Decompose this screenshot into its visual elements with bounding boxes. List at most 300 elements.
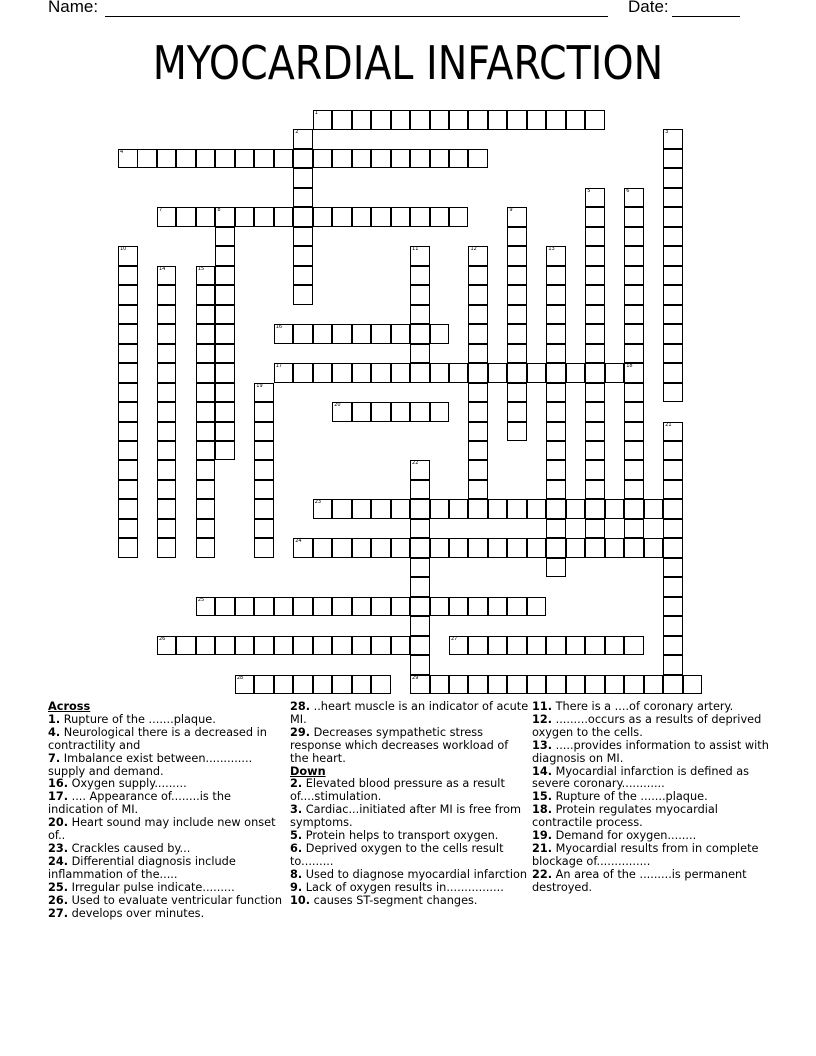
grid-cell[interactable] bbox=[468, 597, 488, 617]
grid-cell[interactable] bbox=[196, 266, 216, 286]
grid-cell[interactable] bbox=[352, 675, 372, 695]
grid-cell[interactable] bbox=[118, 460, 138, 480]
grid-cell[interactable] bbox=[332, 499, 352, 519]
grid-cell[interactable] bbox=[468, 675, 488, 695]
grid-cell[interactable] bbox=[410, 519, 430, 539]
grid-cell[interactable] bbox=[410, 110, 430, 130]
grid-cell[interactable] bbox=[605, 636, 625, 656]
grid-cell[interactable] bbox=[274, 597, 294, 617]
grid-cell[interactable] bbox=[488, 499, 508, 519]
grid-cell[interactable] bbox=[605, 538, 625, 558]
grid-cell[interactable] bbox=[196, 422, 216, 442]
grid-cell[interactable] bbox=[430, 110, 450, 130]
grid-cell[interactable] bbox=[546, 402, 566, 422]
grid-cell[interactable] bbox=[507, 636, 527, 656]
grid-cell[interactable] bbox=[507, 305, 527, 325]
grid-cell[interactable] bbox=[663, 441, 683, 461]
grid-cell[interactable] bbox=[546, 499, 566, 519]
grid-cell[interactable] bbox=[507, 422, 527, 442]
grid-cell[interactable] bbox=[410, 558, 430, 578]
grid-cell[interactable] bbox=[352, 636, 372, 656]
grid-cell[interactable] bbox=[274, 675, 294, 695]
grid-cell[interactable] bbox=[332, 363, 352, 383]
grid-cell[interactable] bbox=[332, 110, 352, 130]
grid-cell[interactable] bbox=[624, 227, 644, 247]
grid-cell[interactable] bbox=[585, 675, 605, 695]
grid-cell[interactable] bbox=[313, 597, 333, 617]
grid-cell[interactable] bbox=[527, 110, 547, 130]
grid-cell[interactable] bbox=[293, 266, 313, 286]
grid-cell[interactable] bbox=[507, 246, 527, 266]
grid-cell[interactable] bbox=[468, 149, 488, 169]
grid-cell[interactable] bbox=[585, 285, 605, 305]
grid-cell[interactable] bbox=[527, 675, 547, 695]
grid-cell[interactable] bbox=[663, 129, 683, 149]
grid-cell[interactable] bbox=[566, 675, 586, 695]
grid-cell[interactable] bbox=[468, 363, 488, 383]
grid-cell[interactable] bbox=[663, 305, 683, 325]
grid-cell[interactable] bbox=[507, 402, 527, 422]
grid-cell[interactable] bbox=[157, 285, 177, 305]
grid-cell[interactable] bbox=[391, 110, 411, 130]
grid-cell[interactable] bbox=[274, 207, 294, 227]
grid-cell[interactable] bbox=[196, 538, 216, 558]
grid-cell[interactable] bbox=[410, 577, 430, 597]
grid-cell[interactable] bbox=[605, 363, 625, 383]
grid-cell[interactable] bbox=[624, 480, 644, 500]
grid-cell[interactable] bbox=[176, 207, 196, 227]
grid-cell[interactable] bbox=[663, 577, 683, 597]
grid-cell[interactable] bbox=[118, 246, 138, 266]
grid-cell[interactable] bbox=[546, 344, 566, 364]
grid-cell[interactable] bbox=[410, 499, 430, 519]
grid-cell[interactable] bbox=[566, 363, 586, 383]
grid-cell[interactable] bbox=[196, 149, 216, 169]
grid-cell[interactable] bbox=[410, 363, 430, 383]
grid-cell[interactable] bbox=[313, 538, 333, 558]
grid-cell[interactable] bbox=[352, 207, 372, 227]
grid-cell[interactable] bbox=[157, 266, 177, 286]
grid-cell[interactable] bbox=[624, 324, 644, 344]
grid-cell[interactable] bbox=[196, 597, 216, 617]
grid-cell[interactable] bbox=[624, 344, 644, 364]
grid-cell[interactable] bbox=[157, 480, 177, 500]
grid-cell[interactable] bbox=[118, 538, 138, 558]
grid-cell[interactable] bbox=[585, 344, 605, 364]
grid-cell[interactable] bbox=[566, 538, 586, 558]
grid-cell[interactable] bbox=[293, 538, 313, 558]
grid-cell[interactable] bbox=[371, 207, 391, 227]
grid-cell[interactable] bbox=[488, 636, 508, 656]
grid-cell[interactable] bbox=[585, 636, 605, 656]
grid-cell[interactable] bbox=[313, 207, 333, 227]
grid-cell[interactable] bbox=[410, 266, 430, 286]
grid-cell[interactable] bbox=[507, 285, 527, 305]
grid-cell[interactable] bbox=[468, 480, 488, 500]
grid-cell[interactable] bbox=[507, 538, 527, 558]
grid-cell[interactable] bbox=[546, 675, 566, 695]
grid-cell[interactable] bbox=[332, 597, 352, 617]
grid-cell[interactable] bbox=[313, 636, 333, 656]
grid-cell[interactable] bbox=[683, 675, 703, 695]
grid-cell[interactable] bbox=[663, 149, 683, 169]
grid-cell[interactable] bbox=[293, 207, 313, 227]
grid-cell[interactable] bbox=[157, 402, 177, 422]
grid-cell[interactable] bbox=[468, 324, 488, 344]
grid-cell[interactable] bbox=[585, 246, 605, 266]
grid-cell[interactable] bbox=[624, 422, 644, 442]
grid-cell[interactable] bbox=[546, 441, 566, 461]
grid-cell[interactable] bbox=[468, 383, 488, 403]
grid-cell[interactable] bbox=[663, 324, 683, 344]
grid-cell[interactable] bbox=[468, 422, 488, 442]
grid-cell[interactable] bbox=[663, 422, 683, 442]
grid-cell[interactable] bbox=[313, 110, 333, 130]
grid-cell[interactable] bbox=[449, 363, 469, 383]
grid-cell[interactable] bbox=[293, 597, 313, 617]
grid-cell[interactable] bbox=[215, 441, 235, 461]
grid-cell[interactable] bbox=[196, 305, 216, 325]
grid-cell[interactable] bbox=[663, 655, 683, 675]
grid-cell[interactable] bbox=[663, 538, 683, 558]
grid-cell[interactable] bbox=[468, 246, 488, 266]
grid-cell[interactable] bbox=[585, 110, 605, 130]
grid-cell[interactable] bbox=[352, 363, 372, 383]
grid-cell[interactable] bbox=[605, 675, 625, 695]
grid-cell[interactable] bbox=[254, 538, 274, 558]
grid-cell[interactable] bbox=[391, 538, 411, 558]
grid-cell[interactable] bbox=[157, 324, 177, 344]
grid-cell[interactable] bbox=[663, 480, 683, 500]
grid-cell[interactable] bbox=[468, 636, 488, 656]
grid-cell[interactable] bbox=[215, 149, 235, 169]
grid-cell[interactable] bbox=[449, 636, 469, 656]
grid-cell[interactable] bbox=[585, 402, 605, 422]
grid-cell[interactable] bbox=[566, 636, 586, 656]
grid-cell[interactable] bbox=[468, 285, 488, 305]
grid-cell[interactable] bbox=[391, 207, 411, 227]
grid-cell[interactable] bbox=[663, 558, 683, 578]
grid-cell[interactable] bbox=[293, 129, 313, 149]
grid-cell[interactable] bbox=[663, 246, 683, 266]
grid-cell[interactable] bbox=[118, 285, 138, 305]
grid-cell[interactable] bbox=[663, 363, 683, 383]
grid-cell[interactable] bbox=[430, 207, 450, 227]
grid-cell[interactable] bbox=[449, 207, 469, 227]
grid-cell[interactable] bbox=[410, 655, 430, 675]
grid-cell[interactable] bbox=[352, 110, 372, 130]
grid-cell[interactable] bbox=[663, 168, 683, 188]
grid-cell[interactable] bbox=[585, 422, 605, 442]
grid-cell[interactable] bbox=[546, 480, 566, 500]
grid-cell[interactable] bbox=[118, 402, 138, 422]
grid-cell[interactable] bbox=[352, 402, 372, 422]
grid-cell[interactable] bbox=[352, 597, 372, 617]
grid-cell[interactable] bbox=[352, 499, 372, 519]
grid-cell[interactable] bbox=[430, 499, 450, 519]
grid-cell[interactable] bbox=[468, 499, 488, 519]
grid-cell[interactable] bbox=[410, 480, 430, 500]
grid-cell[interactable] bbox=[449, 499, 469, 519]
grid-cell[interactable] bbox=[624, 538, 644, 558]
grid-cell[interactable] bbox=[215, 266, 235, 286]
grid-cell[interactable] bbox=[644, 675, 664, 695]
grid-cell[interactable] bbox=[585, 188, 605, 208]
grid-cell[interactable] bbox=[624, 207, 644, 227]
grid-cell[interactable] bbox=[546, 422, 566, 442]
grid-cell[interactable] bbox=[527, 636, 547, 656]
grid-cell[interactable] bbox=[118, 363, 138, 383]
grid-cell[interactable] bbox=[157, 636, 177, 656]
grid-cell[interactable] bbox=[391, 402, 411, 422]
grid-cell[interactable] bbox=[371, 324, 391, 344]
grid-cell[interactable] bbox=[546, 558, 566, 578]
grid-cell[interactable] bbox=[624, 305, 644, 325]
grid-cell[interactable] bbox=[391, 636, 411, 656]
grid-cell[interactable] bbox=[527, 597, 547, 617]
grid-cell[interactable] bbox=[488, 110, 508, 130]
grid-cell[interactable] bbox=[215, 597, 235, 617]
grid-cell[interactable] bbox=[546, 246, 566, 266]
grid-cell[interactable] bbox=[332, 324, 352, 344]
grid-cell[interactable] bbox=[274, 636, 294, 656]
grid-cell[interactable] bbox=[254, 460, 274, 480]
grid-cell[interactable] bbox=[332, 675, 352, 695]
grid-cell[interactable] bbox=[157, 207, 177, 227]
grid-cell[interactable] bbox=[293, 246, 313, 266]
grid-cell[interactable] bbox=[663, 499, 683, 519]
grid-cell[interactable] bbox=[546, 538, 566, 558]
grid-cell[interactable] bbox=[235, 675, 255, 695]
grid-cell[interactable] bbox=[566, 110, 586, 130]
grid-cell[interactable] bbox=[313, 499, 333, 519]
grid-cell[interactable] bbox=[488, 363, 508, 383]
grid-cell[interactable] bbox=[449, 538, 469, 558]
grid-cell[interactable] bbox=[371, 499, 391, 519]
grid-cell[interactable] bbox=[313, 149, 333, 169]
grid-cell[interactable] bbox=[663, 188, 683, 208]
grid-cell[interactable] bbox=[546, 636, 566, 656]
grid-cell[interactable] bbox=[468, 441, 488, 461]
grid-cell[interactable] bbox=[507, 227, 527, 247]
grid-cell[interactable] bbox=[507, 675, 527, 695]
grid-cell[interactable] bbox=[118, 324, 138, 344]
grid-cell[interactable] bbox=[215, 383, 235, 403]
grid-cell[interactable] bbox=[157, 538, 177, 558]
grid-cell[interactable] bbox=[293, 188, 313, 208]
grid-cell[interactable] bbox=[371, 636, 391, 656]
grid-cell[interactable] bbox=[527, 538, 547, 558]
grid-cell[interactable] bbox=[507, 266, 527, 286]
grid-cell[interactable] bbox=[410, 285, 430, 305]
grid-cell[interactable] bbox=[118, 519, 138, 539]
grid-cell[interactable] bbox=[449, 110, 469, 130]
grid-cell[interactable] bbox=[332, 636, 352, 656]
grid-cell[interactable] bbox=[215, 363, 235, 383]
grid-cell[interactable] bbox=[176, 636, 196, 656]
grid-cell[interactable] bbox=[507, 383, 527, 403]
grid-cell[interactable] bbox=[430, 402, 450, 422]
grid-cell[interactable] bbox=[215, 636, 235, 656]
grid-cell[interactable] bbox=[196, 480, 216, 500]
grid-cell[interactable] bbox=[332, 149, 352, 169]
grid-cell[interactable] bbox=[507, 344, 527, 364]
grid-cell[interactable] bbox=[663, 383, 683, 403]
grid-cell[interactable] bbox=[624, 285, 644, 305]
grid-cell[interactable] bbox=[507, 499, 527, 519]
grid-cell[interactable] bbox=[254, 441, 274, 461]
grid-cell[interactable] bbox=[410, 324, 430, 344]
grid-cell[interactable] bbox=[352, 149, 372, 169]
grid-cell[interactable] bbox=[157, 519, 177, 539]
grid-cell[interactable] bbox=[585, 519, 605, 539]
grid-cell[interactable] bbox=[449, 597, 469, 617]
grid-cell[interactable] bbox=[371, 149, 391, 169]
grid-cell[interactable] bbox=[215, 402, 235, 422]
grid-cell[interactable] bbox=[430, 363, 450, 383]
grid-cell[interactable] bbox=[468, 110, 488, 130]
grid-cell[interactable] bbox=[196, 499, 216, 519]
grid-cell[interactable] bbox=[196, 285, 216, 305]
grid-cell[interactable] bbox=[585, 363, 605, 383]
grid-cell[interactable] bbox=[624, 499, 644, 519]
grid-cell[interactable] bbox=[196, 207, 216, 227]
grid-cell[interactable] bbox=[215, 246, 235, 266]
grid-cell[interactable] bbox=[254, 207, 274, 227]
grid-cell[interactable] bbox=[254, 499, 274, 519]
grid-cell[interactable] bbox=[488, 538, 508, 558]
grid-cell[interactable] bbox=[352, 324, 372, 344]
grid-cell[interactable] bbox=[468, 266, 488, 286]
grid-cell[interactable] bbox=[605, 499, 625, 519]
grid-cell[interactable] bbox=[410, 246, 430, 266]
grid-cell[interactable] bbox=[624, 519, 644, 539]
grid-cell[interactable] bbox=[663, 227, 683, 247]
grid-cell[interactable] bbox=[663, 285, 683, 305]
grid-cell[interactable] bbox=[546, 519, 566, 539]
grid-cell[interactable] bbox=[410, 538, 430, 558]
grid-cell[interactable] bbox=[468, 402, 488, 422]
grid-cell[interactable] bbox=[430, 149, 450, 169]
grid-cell[interactable] bbox=[546, 460, 566, 480]
grid-cell[interactable] bbox=[507, 207, 527, 227]
grid-cell[interactable] bbox=[488, 597, 508, 617]
grid-cell[interactable] bbox=[410, 460, 430, 480]
grid-cell[interactable] bbox=[352, 538, 372, 558]
grid-cell[interactable] bbox=[507, 110, 527, 130]
grid-cell[interactable] bbox=[430, 324, 450, 344]
grid-cell[interactable] bbox=[254, 422, 274, 442]
grid-cell[interactable] bbox=[663, 207, 683, 227]
grid-cell[interactable] bbox=[663, 616, 683, 636]
grid-cell[interactable] bbox=[235, 636, 255, 656]
grid-cell[interactable] bbox=[449, 149, 469, 169]
grid-cell[interactable] bbox=[157, 499, 177, 519]
grid-cell[interactable] bbox=[624, 636, 644, 656]
grid-cell[interactable] bbox=[410, 616, 430, 636]
grid-cell[interactable] bbox=[430, 538, 450, 558]
grid-cell[interactable] bbox=[157, 422, 177, 442]
grid-cell[interactable] bbox=[293, 324, 313, 344]
grid-cell[interactable] bbox=[410, 675, 430, 695]
grid-cell[interactable] bbox=[254, 636, 274, 656]
grid-cell[interactable] bbox=[663, 597, 683, 617]
grid-cell[interactable] bbox=[566, 499, 586, 519]
grid-cell[interactable] bbox=[196, 460, 216, 480]
grid-cell[interactable] bbox=[624, 383, 644, 403]
grid-cell[interactable] bbox=[449, 675, 469, 695]
grid-cell[interactable] bbox=[157, 149, 177, 169]
grid-cell[interactable] bbox=[371, 110, 391, 130]
grid-cell[interactable] bbox=[468, 460, 488, 480]
grid-cell[interactable] bbox=[468, 538, 488, 558]
grid-cell[interactable] bbox=[157, 363, 177, 383]
grid-cell[interactable] bbox=[546, 383, 566, 403]
grid-cell[interactable] bbox=[293, 285, 313, 305]
grid-cell[interactable] bbox=[624, 675, 644, 695]
grid-cell[interactable] bbox=[118, 344, 138, 364]
grid-cell[interactable] bbox=[546, 285, 566, 305]
grid-cell[interactable] bbox=[663, 344, 683, 364]
grid-cell[interactable] bbox=[254, 402, 274, 422]
grid-cell[interactable] bbox=[624, 441, 644, 461]
grid-cell[interactable] bbox=[624, 266, 644, 286]
grid-cell[interactable] bbox=[546, 324, 566, 344]
grid-cell[interactable] bbox=[215, 227, 235, 247]
grid-cell[interactable] bbox=[254, 149, 274, 169]
grid-cell[interactable] bbox=[293, 363, 313, 383]
grid-cell[interactable] bbox=[196, 344, 216, 364]
grid-cell[interactable] bbox=[663, 636, 683, 656]
grid-cell[interactable] bbox=[527, 499, 547, 519]
grid-cell[interactable] bbox=[293, 149, 313, 169]
grid-cell[interactable] bbox=[468, 344, 488, 364]
grid-cell[interactable] bbox=[644, 538, 664, 558]
grid-cell[interactable] bbox=[410, 149, 430, 169]
grid-cell[interactable] bbox=[663, 519, 683, 539]
grid-cell[interactable] bbox=[410, 597, 430, 617]
grid-cell[interactable] bbox=[468, 305, 488, 325]
grid-cell[interactable] bbox=[118, 266, 138, 286]
grid-cell[interactable] bbox=[196, 441, 216, 461]
grid-cell[interactable] bbox=[215, 344, 235, 364]
grid-cell[interactable] bbox=[313, 675, 333, 695]
grid-cell[interactable] bbox=[644, 499, 664, 519]
grid-cell[interactable] bbox=[585, 305, 605, 325]
grid-cell[interactable] bbox=[391, 597, 411, 617]
grid-cell[interactable] bbox=[546, 305, 566, 325]
grid-cell[interactable] bbox=[118, 499, 138, 519]
grid-cell[interactable] bbox=[391, 363, 411, 383]
grid-cell[interactable] bbox=[546, 110, 566, 130]
grid-cell[interactable] bbox=[663, 266, 683, 286]
grid-cell[interactable] bbox=[410, 207, 430, 227]
grid-cell[interactable] bbox=[196, 363, 216, 383]
grid-cell[interactable] bbox=[254, 675, 274, 695]
grid-cell[interactable] bbox=[507, 324, 527, 344]
grid-cell[interactable] bbox=[391, 499, 411, 519]
grid-cell[interactable] bbox=[371, 402, 391, 422]
grid-cell[interactable] bbox=[507, 597, 527, 617]
grid-cell[interactable] bbox=[585, 480, 605, 500]
grid-cell[interactable] bbox=[624, 188, 644, 208]
grid-cell[interactable] bbox=[313, 324, 333, 344]
grid-cell[interactable] bbox=[235, 149, 255, 169]
grid-cell[interactable] bbox=[391, 324, 411, 344]
grid-cell[interactable] bbox=[546, 266, 566, 286]
grid-cell[interactable] bbox=[332, 538, 352, 558]
grid-cell[interactable] bbox=[274, 363, 294, 383]
